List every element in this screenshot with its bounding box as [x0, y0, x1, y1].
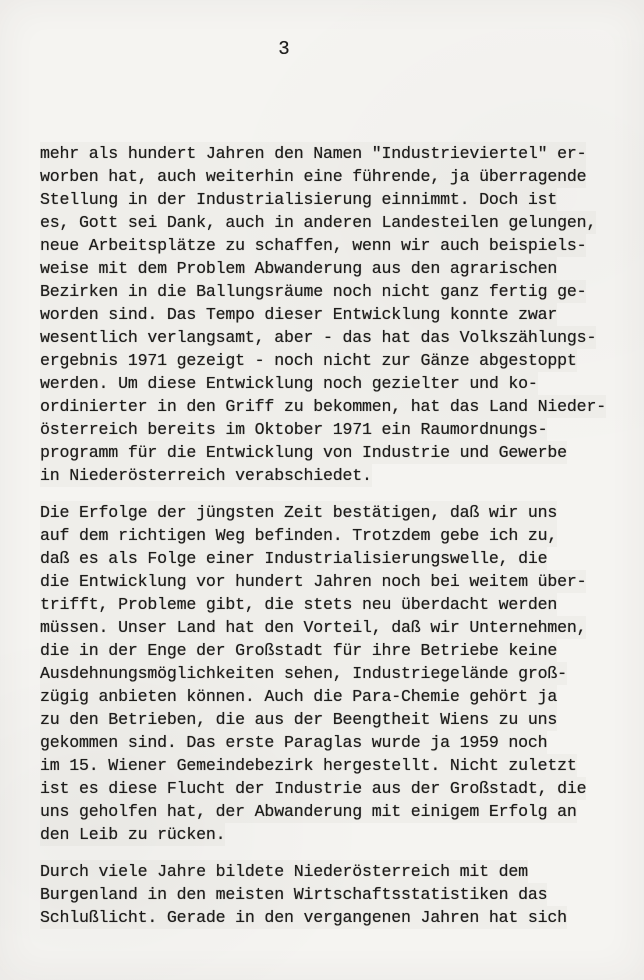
text-line: Ausdehnungsmöglichkeiten sehen, Industriegelände groß- [40, 664, 567, 683]
text-line: die in der Enge der Großstadt für ihre Betriebe keine [40, 641, 558, 660]
text-line: ergebnis 1971 gezeigt - noch nicht zur Gänze abgestoppt [40, 351, 577, 370]
text-line: neue Arbeitsplätze zu schaffen, wenn wir auch beispiels- [40, 236, 587, 255]
text-line: Stellung in der Industrialisierung einnimmt. Doch ist [40, 190, 558, 209]
text-line: Bezirken in die Ballungsräume noch nicht ganz fertig ge- [40, 282, 587, 301]
text-line: werden. Um diese Entwicklung noch gezielter und ko- [40, 374, 538, 393]
text-line: in Niederösterreich verabschiedet. [40, 466, 372, 485]
text-line: müssen. Unser Land hat den Vorteil, daß wir Unternehmen, [40, 618, 587, 637]
page-number: 3 [278, 38, 290, 60]
text-line: wesentlich verlangsamt, aber - das hat das Volkszählungs- [40, 328, 597, 347]
text-line: mehr als hundert Jahren den Namen "Industrieviertel" er- [40, 144, 587, 163]
text-line: Die Erfolge der jüngsten Zeit bestätigen, daß wir uns [40, 503, 558, 522]
text-line: programm für die Entwicklung von Industrie und Gewerbe [40, 443, 567, 462]
text-line: auf dem richtigen Weg befinden. Trotzdem gebe ich zu, [40, 526, 558, 545]
text-line: die Entwicklung vor hundert Jahren noch bei weitem über- [40, 572, 587, 591]
text-line: worben hat, auch weiterhin eine führende, ja überragende [40, 167, 587, 186]
text-line: österreich bereits im Oktober 1971 ein Raumordnungs- [40, 420, 548, 439]
text-line: uns geholfen hat, der Abwanderung mit einigem Erfolg an [40, 802, 577, 821]
text-line: zu den Betrieben, die aus der Beengtheit Wiens zu uns [40, 710, 558, 729]
text-line: ist es diese Flucht der Industrie aus der Großstadt, die [40, 779, 587, 798]
text-line: Durch viele Jahre bildete Niederösterreich mit dem [40, 862, 528, 881]
paragraph [40, 501, 624, 846]
text-line: worden sind. Das Tempo dieser Entwicklung konnte zwar [40, 305, 558, 324]
paragraph [40, 860, 624, 929]
text-line: daß es als Folge einer Industrialisierungswelle, die [40, 549, 548, 568]
text-line: Schlußlicht. Gerade in den vergangenen Jahren hat sich [40, 908, 567, 927]
text-line: trifft, Probleme gibt, die stets neu überdacht werden [40, 595, 558, 614]
text-line: Burgenland in den meisten Wirtschaftsstatistiken das [40, 885, 548, 904]
text-line: weise mit dem Problem Abwanderung aus den agrarischen [40, 259, 558, 278]
document-body [40, 142, 624, 943]
text-line: es, Gott sei Dank, auch in anderen Landesteilen gelungen, [40, 213, 597, 232]
paragraph [40, 142, 624, 487]
text-line: zügig anbieten können. Auch die Para-Chemie gehört ja [40, 687, 558, 706]
text-line: gekommen sind. Das erste Paraglas wurde ja 1959 noch [40, 733, 548, 752]
text-line: den Leib zu rücken. [40, 825, 226, 844]
text-line: im 15. Wiener Gemeindebezirk hergestellt. Nicht zuletzt [40, 756, 577, 775]
text-line: ordinierter in den Griff zu bekommen, hat das Land Nieder- [40, 397, 606, 416]
